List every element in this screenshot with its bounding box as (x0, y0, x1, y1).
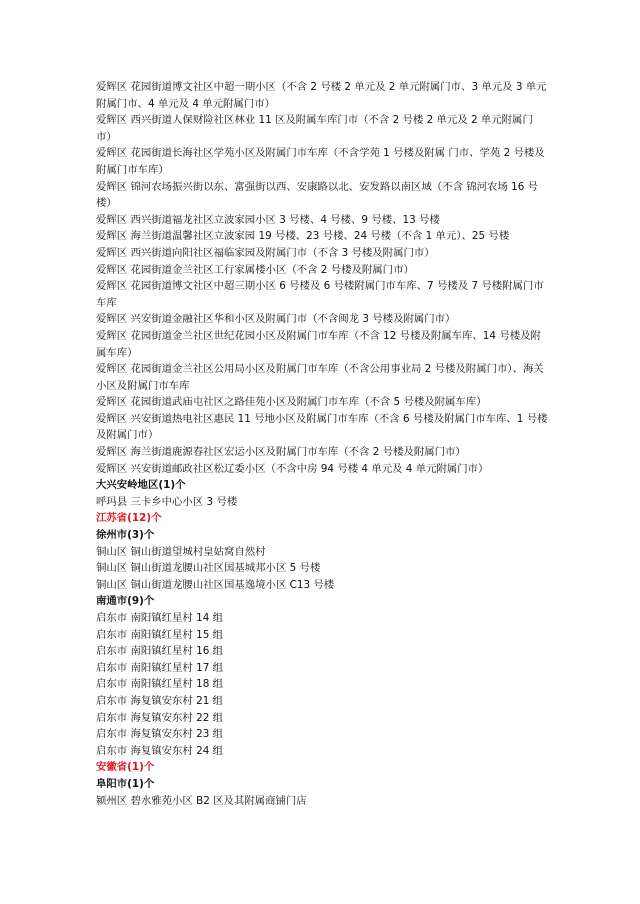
list-item: 启东市 海复镇安东村 23 组 (96, 728, 224, 741)
list-item: 爱辉区 花园街道武庙屯社区之路佳苑小区及附属门市车库（不含 5 号楼及附属车库） (96, 396, 487, 409)
list-item: 铜山区 铜山街道龙腰山社区国基城邦小区 5 号楼 (96, 562, 321, 575)
province-heading: 江苏省(12)个 (96, 512, 162, 525)
list-item: 爱辉区 花园街道金兰社区工行家属楼小区（不含 2 号楼及附属门市） (96, 263, 414, 276)
city-heading: 南通市(9)个 (96, 595, 155, 608)
list-item: 启东市 海复镇安东村 24 组 (96, 744, 224, 757)
list-item: 爱辉区 花园街道长海社区学苑小区及附属门市车库（不含学苑 1 号楼及附属 门市、学苑 2 号楼及附属门市车库） (96, 147, 545, 176)
list-item: 爱辉区 海兰街道鹿源春社区宏运小区及附属门市车库（不含 2 号楼及附属门市） (96, 446, 466, 459)
list-item: 启东市 南阳镇红星村 18 组 (96, 678, 224, 691)
document-page (96, 79, 548, 809)
city-heading: 徐州市(3)个 (96, 529, 155, 542)
list-item: 爱辉区 海兰街道温馨社区立波家园 19 号楼、23 号楼、24 号楼（不含 1 单元）、25 号楼 (96, 230, 510, 243)
list-item: 铜山区 铜山街道望城村皇姑窝自然村 (96, 545, 266, 558)
list-item: 爱辉区 西兴街道人保财险社区林业 11 区及附属车库门市（不含 2 号楼 2 单元及 2 单元附属门市） (96, 114, 533, 143)
list-item: 爱辉区 西兴街道福龙社区立波家园小区 3 号楼、4 号楼、9 号楼、13 号楼 (96, 213, 440, 226)
list-item: 爱辉区 西兴街道向阳社区福临家园及附属门市（不含 3 号楼及附属门市） (96, 246, 435, 259)
list-item: 爱辉区 花园街道金兰社区公用局小区及附属门市车库（不含公用事业局 2 号楼及附属门市）、海关小区及附属门市车库 (96, 363, 544, 392)
list-item: 爱辉区 兴安街道邮政社区松辽委小区（不含中房 94 号楼 4 单元及 4 单元附属门市） (96, 462, 489, 475)
list-item: 爱辉区 锦河农场振兴街以东、富强街以西、安康路以北、安发路以南区域（不含 锦河农场 16 号楼） (96, 180, 539, 210)
list-item: 铜山区 铜山街道龙腰山社区国基逸境小区 C13 号楼 (96, 578, 335, 591)
list-item: 启东市 南阳镇红星村 15 组 (96, 628, 224, 641)
list-item: 启东市 南阳镇红星村 16 组 (96, 645, 224, 658)
list-item: 启东市 海复镇安东村 21 组 (96, 694, 224, 707)
list-item: 爱辉区 花园街道博文社区中超三期小区 6 号楼及 6 号楼附属门市车库、7 号楼及 7 号楼附属门市车库 (96, 280, 544, 309)
province-heading: 安徽省(1)个 (96, 761, 155, 774)
list-item: 爱辉区 兴安街道热电社区惠民 11 号地小区及附属门市车库（不含 6 号楼及附属门市车库、1 号楼及附属门市） (96, 412, 548, 442)
city-heading: 大兴安岭地区(1)个 (96, 479, 186, 492)
list-item: 启东市 海复镇安东村 22 组 (96, 711, 224, 724)
list-item: 启东市 南阳镇红星村 14 组 (96, 612, 224, 624)
list-item: 爱辉区 兴安街道金融社区华和小区及附属门市（不含闽龙 3 号楼及附属门市） (96, 313, 456, 326)
list-item: 颍州区 碧水雅苑小区 B2 区及其附属商铺门店 (96, 794, 307, 807)
list-item: 爱辉区 花园街道金兰社区世纪花园小区及附属门市车库（不含 12 号楼及附属车库、14 号楼及附属车库） (96, 329, 541, 359)
list-item: 爱辉区 花园街道博文社区中超一期小区（不含 2 号楼 2 单元及 2 单元附属门市、3 单元及 3 单元附属门市、4 单元及 4 单元附属门市） (96, 81, 547, 110)
list-item: 启东市 南阳镇红星村 17 组 (96, 661, 224, 674)
city-heading: 阜阳市(1)个 (96, 777, 155, 790)
list-item: 呼玛县 三卡乡中心小区 3 号楼 (96, 495, 238, 508)
